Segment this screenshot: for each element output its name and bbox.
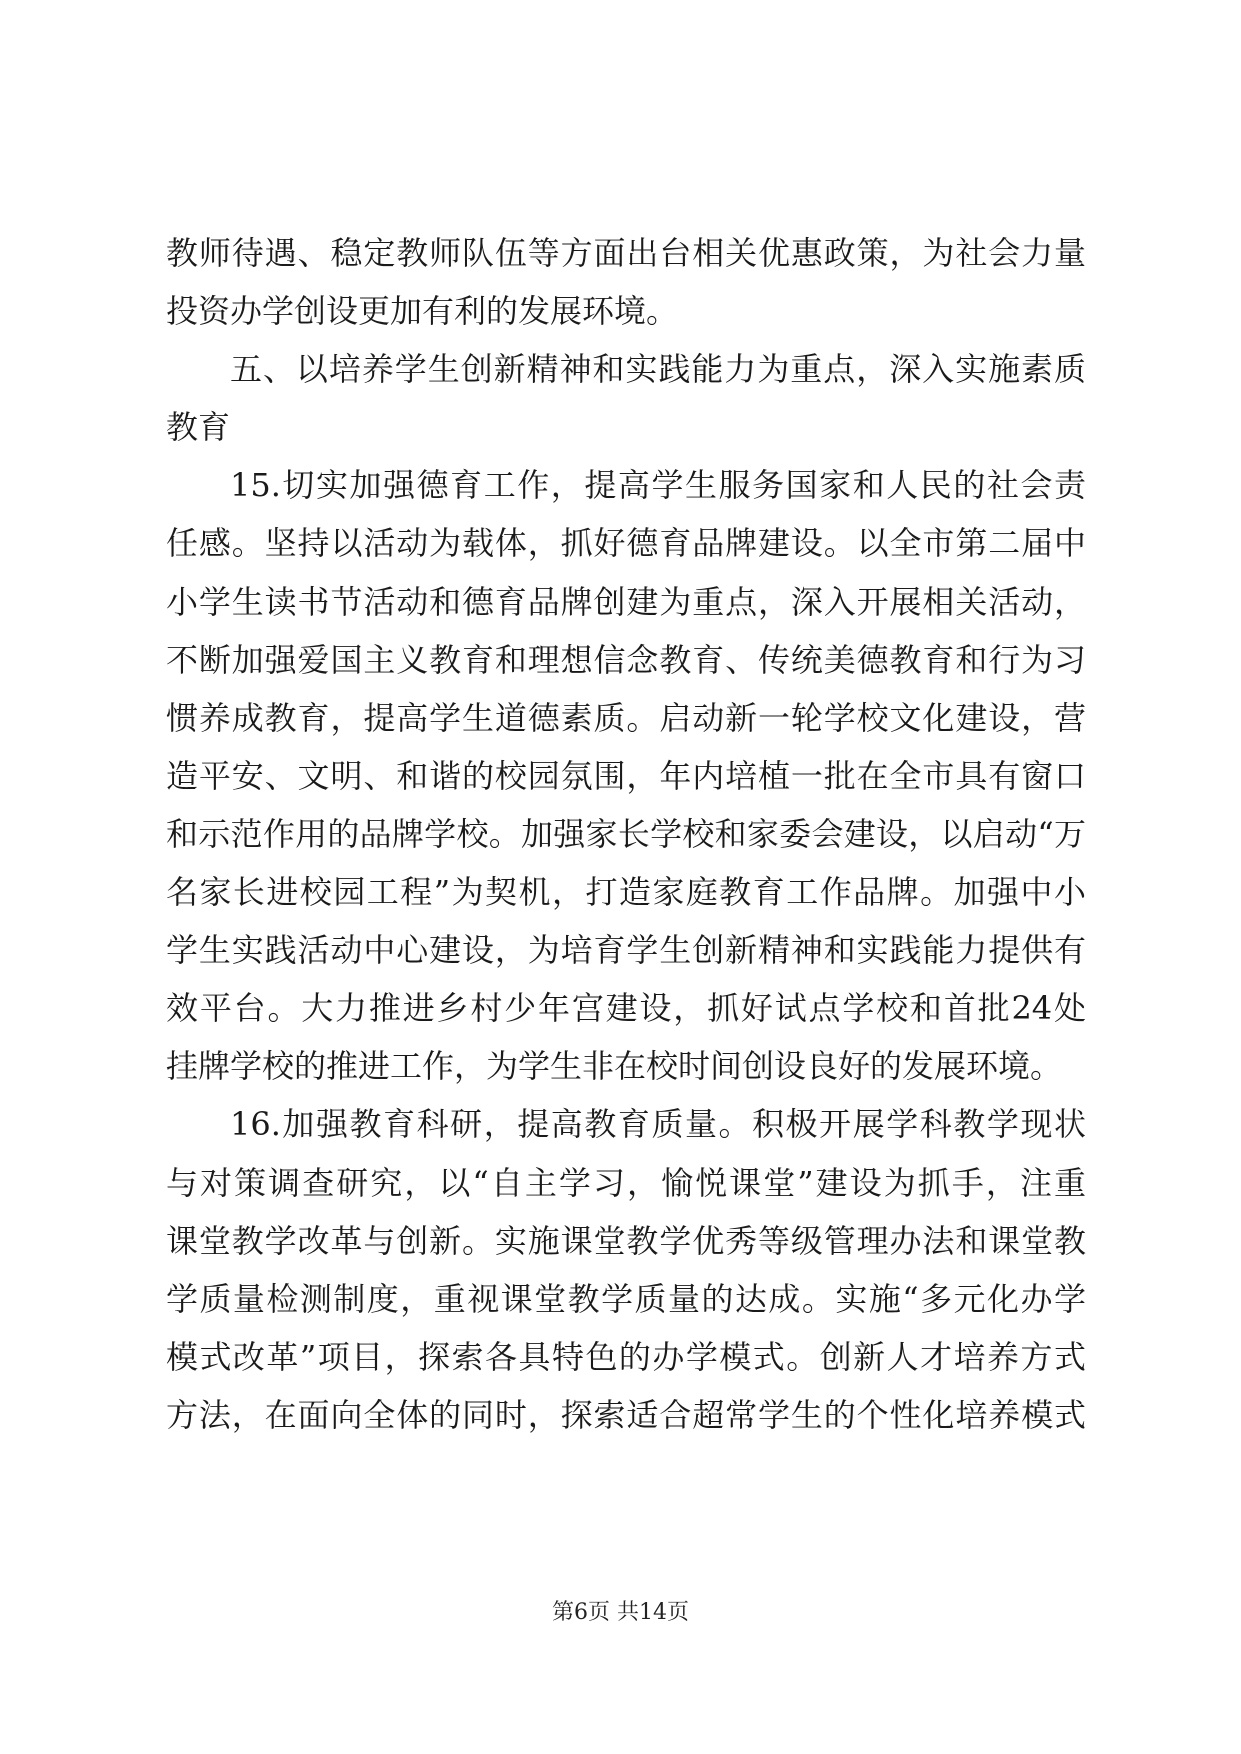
text-line: 惯养成教育，提高学生道德素质。启动新一轮学校文化建设，营 [166, 698, 1086, 737]
text-line: 课堂教学改革与创新。实施课堂教学优秀等级管理办法和课堂教 [166, 1221, 1086, 1260]
text-line: 不断加强爱国主义教育和理想信念教育、传统美德教育和行为习 [166, 640, 1086, 679]
text-line: 学生实践活动中心建设，为培育学生创新精神和实践能力提供有 [166, 931, 1086, 970]
section-heading-line: 五、以培养学生创新精神和实践能力为重点，深入实施素质 [230, 350, 1086, 389]
text-line: 效平台。大力推进乡村少年宫建设，抓好试点学校和首批24处 [166, 989, 1086, 1028]
text-line: 任感。坚持以活动为载体，抓好德育品牌建设。以全市第二届中 [166, 524, 1086, 563]
text-line: 投资办学创设更加有利的发展环境。 [166, 292, 679, 331]
text-line: 15.切实加强德育工作，提高学生服务国家和人民的社会责 [230, 466, 1086, 505]
text-line: 教师待遇、稳定教师队伍等方面出台相关优惠政策，为社会力量 [166, 234, 1086, 272]
text-line: 名家长进校园工程”为契机，打造家庭教育工作品牌。加强中小 [166, 873, 1086, 912]
text-line: 16.加强教育科研，提高教育质量。积极开展学科教学现状 [230, 1105, 1086, 1144]
text-line: 与对策调查研究，以“自主学习，愉悦课堂”建设为抓手，注重 [166, 1163, 1086, 1202]
text-line: 学质量检测制度，重视课堂教学质量的达成。实施“多元化办学 [166, 1279, 1086, 1318]
text-line: 挂牌学校的推进工作，为学生非在校时间创设良好的发展环境。 [166, 1047, 1063, 1086]
text-line: 和示范作用的品牌学校。加强家长学校和家委会建设，以启动“万 [166, 814, 1086, 853]
page-number-footer: 第6页 共14页 [552, 1600, 689, 1625]
text-line: 小学生读书节活动和德育品牌创建为重点，深入开展相关活动， [166, 582, 1086, 621]
text-line: 方法，在面向全体的同时，探索适合超常学生的个性化培养模式 [166, 1395, 1086, 1434]
text-line: 造平安、文明、和谐的校园氛围，年内培植一批在全市具有窗口 [166, 756, 1086, 795]
text-line: 模式改革”项目，探索各具特色的办学模式。创新人才培养方式 [166, 1337, 1086, 1376]
section-heading-line: 教育 [166, 408, 231, 447]
document-body [166, 224, 1086, 1444]
